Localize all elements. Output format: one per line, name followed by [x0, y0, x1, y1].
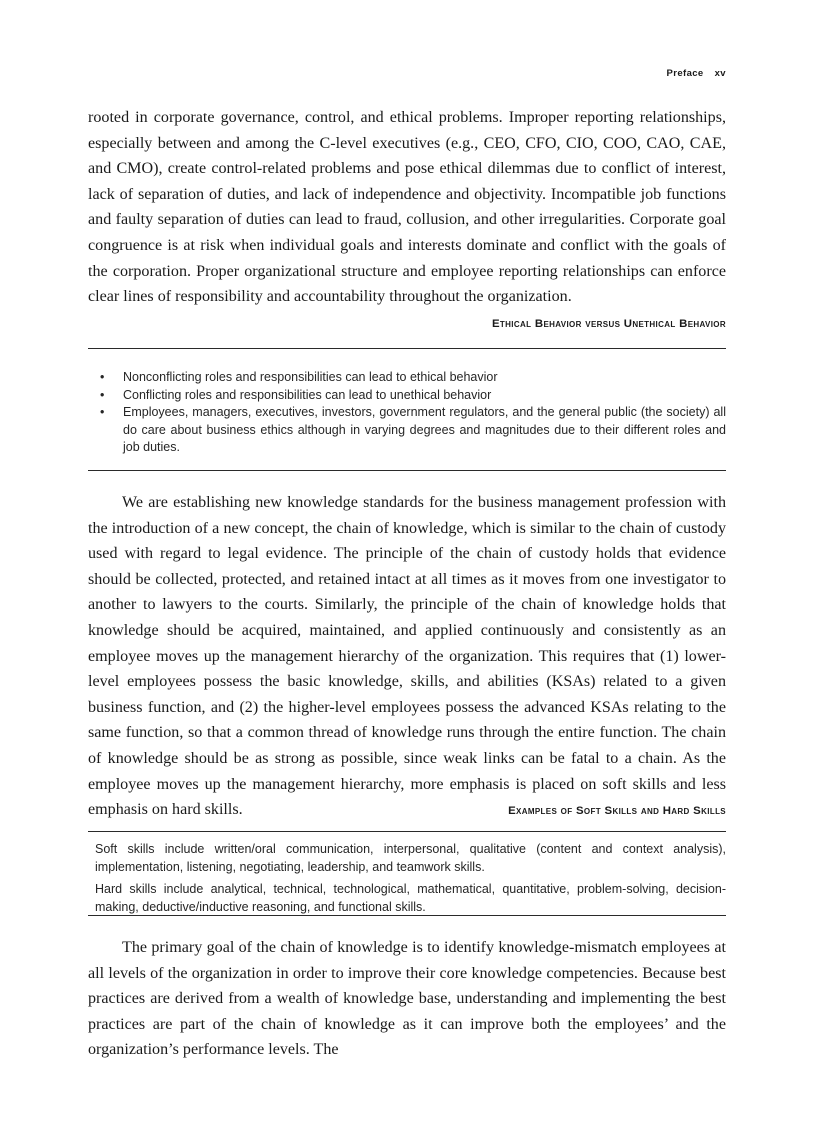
list-item [88, 404, 726, 457]
list-item-label: Employees, managers, executives, investors, government regulators, and the general public (the society) all do care about business ethics although in varying degrees and magnitudes due to their different roles and job duties. [123, 405, 726, 455]
section-heading-ethical-behavior: Ethical Behavior versus Unethical Behavior [491, 318, 726, 330]
list-item-label: Nonconflicting roles and responsibilities can lead to ethical behavior [123, 370, 498, 384]
body-paragraph-1: rooted in corporate governance, control, and ethical problems. Improper reporting relationships, especially between and among the C-level executives (e.g., CEO, CFO, CIO, COO, CAO, CAE, and CMO), create control-related problems and pose ethical dilemmas due to conflict of interest, lack of separation of duties, and lack of independence and objectivity. Incompatible job functions and faulty separation of duties can lead to fraud, collusion, and other irregularities. Corporate goal congruence is at risk when individual goals and interests dominate and conflict with the goals of the corporation. Proper organizational structure and employee reporting relationships can enforce clear lines of responsibility and accountability throughout the organization. [88, 109, 726, 306]
hard-skills-description [88, 881, 726, 916]
running-head [88, 68, 726, 79]
hard-skills-text: Hard skills include analytical, technical, technological, mathematical, quantitative, problem-solving, decision-making, deductive/inductive reasoning, and functional skills. [95, 882, 726, 914]
rule-top-ethical-box [88, 348, 726, 349]
rule-top-skills-box [88, 831, 726, 832]
rule-bottom-skills-box [88, 915, 726, 916]
section-heading-examples-skills: Examples of Soft Skills and Hard Skills [508, 805, 726, 817]
soft-skills-text: Soft skills include written/oral communication, interpersonal, qualitative (content and context analysis), implementation, listening, negotiating, leadership, and teamwork skills. [95, 842, 726, 874]
list-item [88, 387, 726, 405]
paragraph-block-1 [88, 105, 726, 310]
paragraph-block-3 [88, 935, 726, 1063]
bullet-list [88, 369, 726, 457]
page-number: xv [714, 68, 726, 79]
list-item [88, 369, 726, 387]
body-paragraph-3: The primary goal of the chain of knowledge is to identify knowledge-mismatch employees at all levels of the organization in order to improve their core knowledge competencies. Because best practices are derived from a wealth of knowledge base, understanding and implementing the best practices are part of the chain of knowledge as it can improve both the employees’ and the organization’s performance levels. The [88, 939, 726, 1059]
bullet-icon: • [100, 370, 105, 384]
running-head-label: Preface [666, 68, 704, 79]
body-paragraph-2: We are establishing new knowledge standards for the business management profession with the introduction of a new concept, the chain of knowledge, which is similar to the chain of custody used with regard to legal evidence. The principle of the chain of custody holds that evidence should be collected, protected, and retained intact at all times as it moves from one investigator to another to lawyers to the courts. Similarly, the principle of the chain of knowledge holds that knowledge should be acquired, maintained, and applied continuously and consistently as an employee moves up the management hierarchy of the organization. This requires that (1) lower-level employees possess the basic knowledge, skills, and abilities (KSAs) related to a given business function, and (2) the higher-level employees possess the advanced KSAs relating to the same function, so that a common thread of knowledge runs through the entire function. The chain of knowledge should be as strong as possible, since weak links can be fatal to a chain. As the employee moves up the management hierarchy, more emphasis is placed on soft skills and less emphasis on hard skills. [88, 494, 726, 819]
ethical-behavior-bullet-list [88, 369, 726, 457]
paragraph-block-2 [88, 490, 726, 823]
bullet-icon: • [100, 387, 105, 402]
list-item-label: Conflicting roles and responsibilities can lead to unethical behavior [123, 387, 492, 402]
rule-bottom-ethical-box [88, 470, 726, 471]
soft-skills-description [88, 841, 726, 876]
bullet-icon: • [100, 405, 105, 420]
